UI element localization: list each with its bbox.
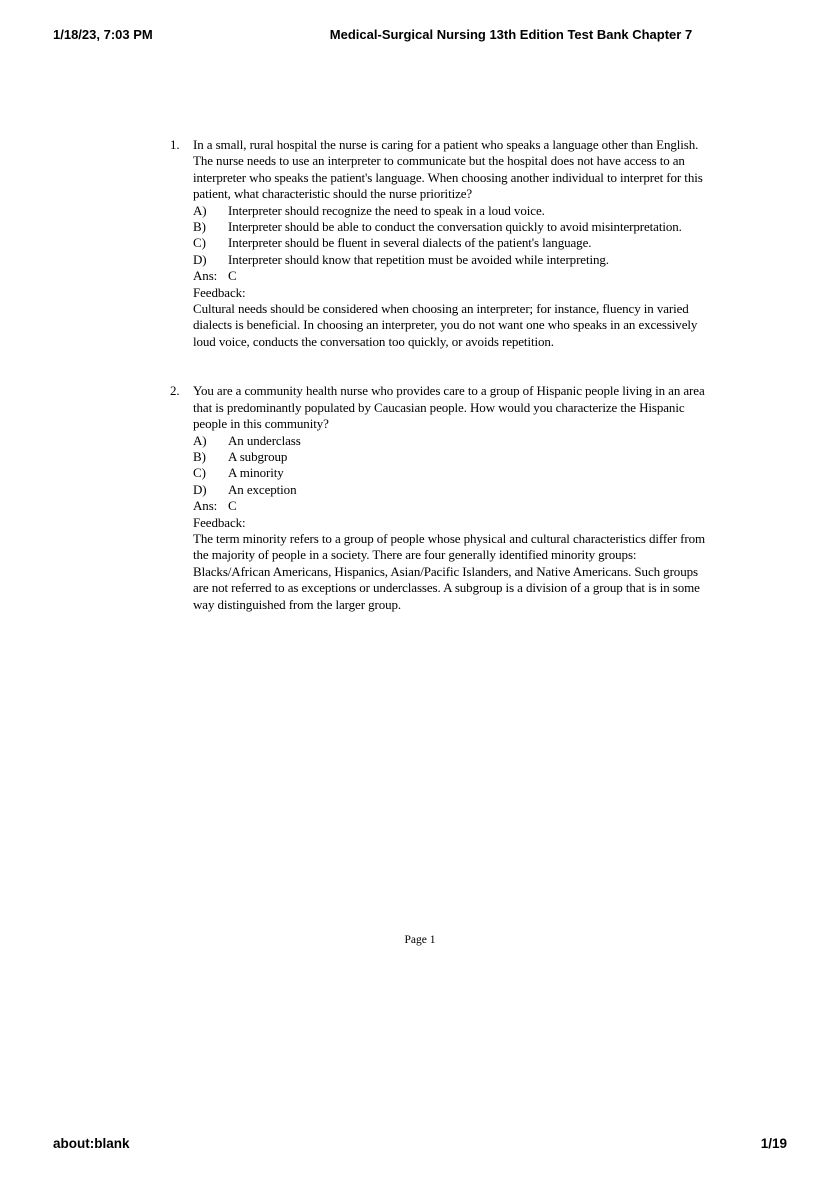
- option-letter: D): [193, 481, 207, 497]
- answer-label: Ans:: [193, 268, 218, 284]
- option-text: An underclass: [228, 432, 301, 448]
- question-number: 2.: [170, 383, 180, 399]
- answer-option-a: [193, 203, 709, 219]
- option-text: Interpreter should be able to conduct the conversation quickly to avoid misinterpretation.: [228, 219, 682, 235]
- feedback-label: Feedback:: [193, 514, 246, 530]
- question-stem: You are a community health nurse who provides care to a group of Hispanic people living in an area that is predominantly populated by Caucasian people. How would you characterize the Hispanic people in this community?: [193, 383, 705, 432]
- question-body: [193, 137, 709, 350]
- answer-value: C: [228, 498, 237, 514]
- answer-value: C: [228, 268, 237, 284]
- answer-option-c: [193, 465, 709, 481]
- option-letter: C): [193, 235, 206, 251]
- option-letter: C): [193, 465, 206, 481]
- answer-option-b: [193, 449, 709, 465]
- header-document-title: Medical-Surgical Nursing 13th Edition Test Bank Chapter 7: [329, 27, 693, 42]
- document-body: [170, 137, 709, 613]
- option-letter: B): [193, 219, 206, 235]
- option-letter: A): [193, 432, 207, 448]
- option-letter: B): [193, 448, 206, 464]
- option-text: A subgroup: [228, 448, 288, 464]
- question-number: 1.: [170, 137, 180, 152]
- option-text: Interpreter should recognize the need to speak in a loud voice.: [228, 202, 545, 218]
- answer-option-d: [193, 482, 709, 498]
- feedback-text: The term minority refers to a group of people whose physical and cultural characteristics differ from the majority of people in a society. There are four generally identified minority groups: Blacks/African Americans, Hispanics, Asian/Pacific Islanders, and Native Americans. Such groups are not referred to as exceptions or underclasses. A subgroup is a division of a group that is in some way distinguished from the larger group.: [193, 530, 706, 612]
- question-body: [193, 383, 709, 613]
- answer-option-b: [193, 219, 709, 235]
- feedback-label: Feedback:: [193, 284, 246, 300]
- option-letter: A): [193, 202, 207, 218]
- option-text: Interpreter should know that repetition must be avoided while interpreting.: [228, 251, 609, 267]
- question-stem: In a small, rural hospital the nurse is caring for a patient who speaks a language other than English. The nurse needs to use an interpreter to communicate but the hospital does not have access to an interpreter who speaks the patient's language. When choosing another individual to interpret for this patient, what characteristic should the nurse prioritize?: [193, 137, 703, 202]
- answer-row: [193, 268, 709, 284]
- page-number-label: Page 1: [404, 934, 436, 946]
- feedback-text: Cultural needs should be considered when choosing an interpreter; for instance, fluency in varied dialects is beneficial. In choosing an interpreter, you do not want one who speaks in an excessively loud voice, conducts the conversation too quickly, or avoids repetition.: [193, 301, 698, 349]
- question-1: [170, 137, 709, 350]
- answer-option-c: [193, 235, 709, 251]
- answer-label: Ans:: [193, 498, 218, 514]
- question-2: [170, 383, 709, 613]
- option-text: A minority: [228, 465, 284, 481]
- answer-option-a: [193, 433, 709, 449]
- header-datetime: 1/18/23, 7:03 PM: [53, 27, 153, 42]
- footer-page-indicator: 1/19: [760, 1136, 787, 1151]
- footer-source-url: about:blank: [53, 1136, 130, 1151]
- option-letter: D): [193, 251, 207, 267]
- option-text: An exception: [228, 481, 297, 497]
- option-text: Interpreter should be fluent in several dialects of the patient's language.: [228, 235, 592, 251]
- answer-option-d: [193, 252, 709, 268]
- answer-row: [193, 498, 709, 514]
